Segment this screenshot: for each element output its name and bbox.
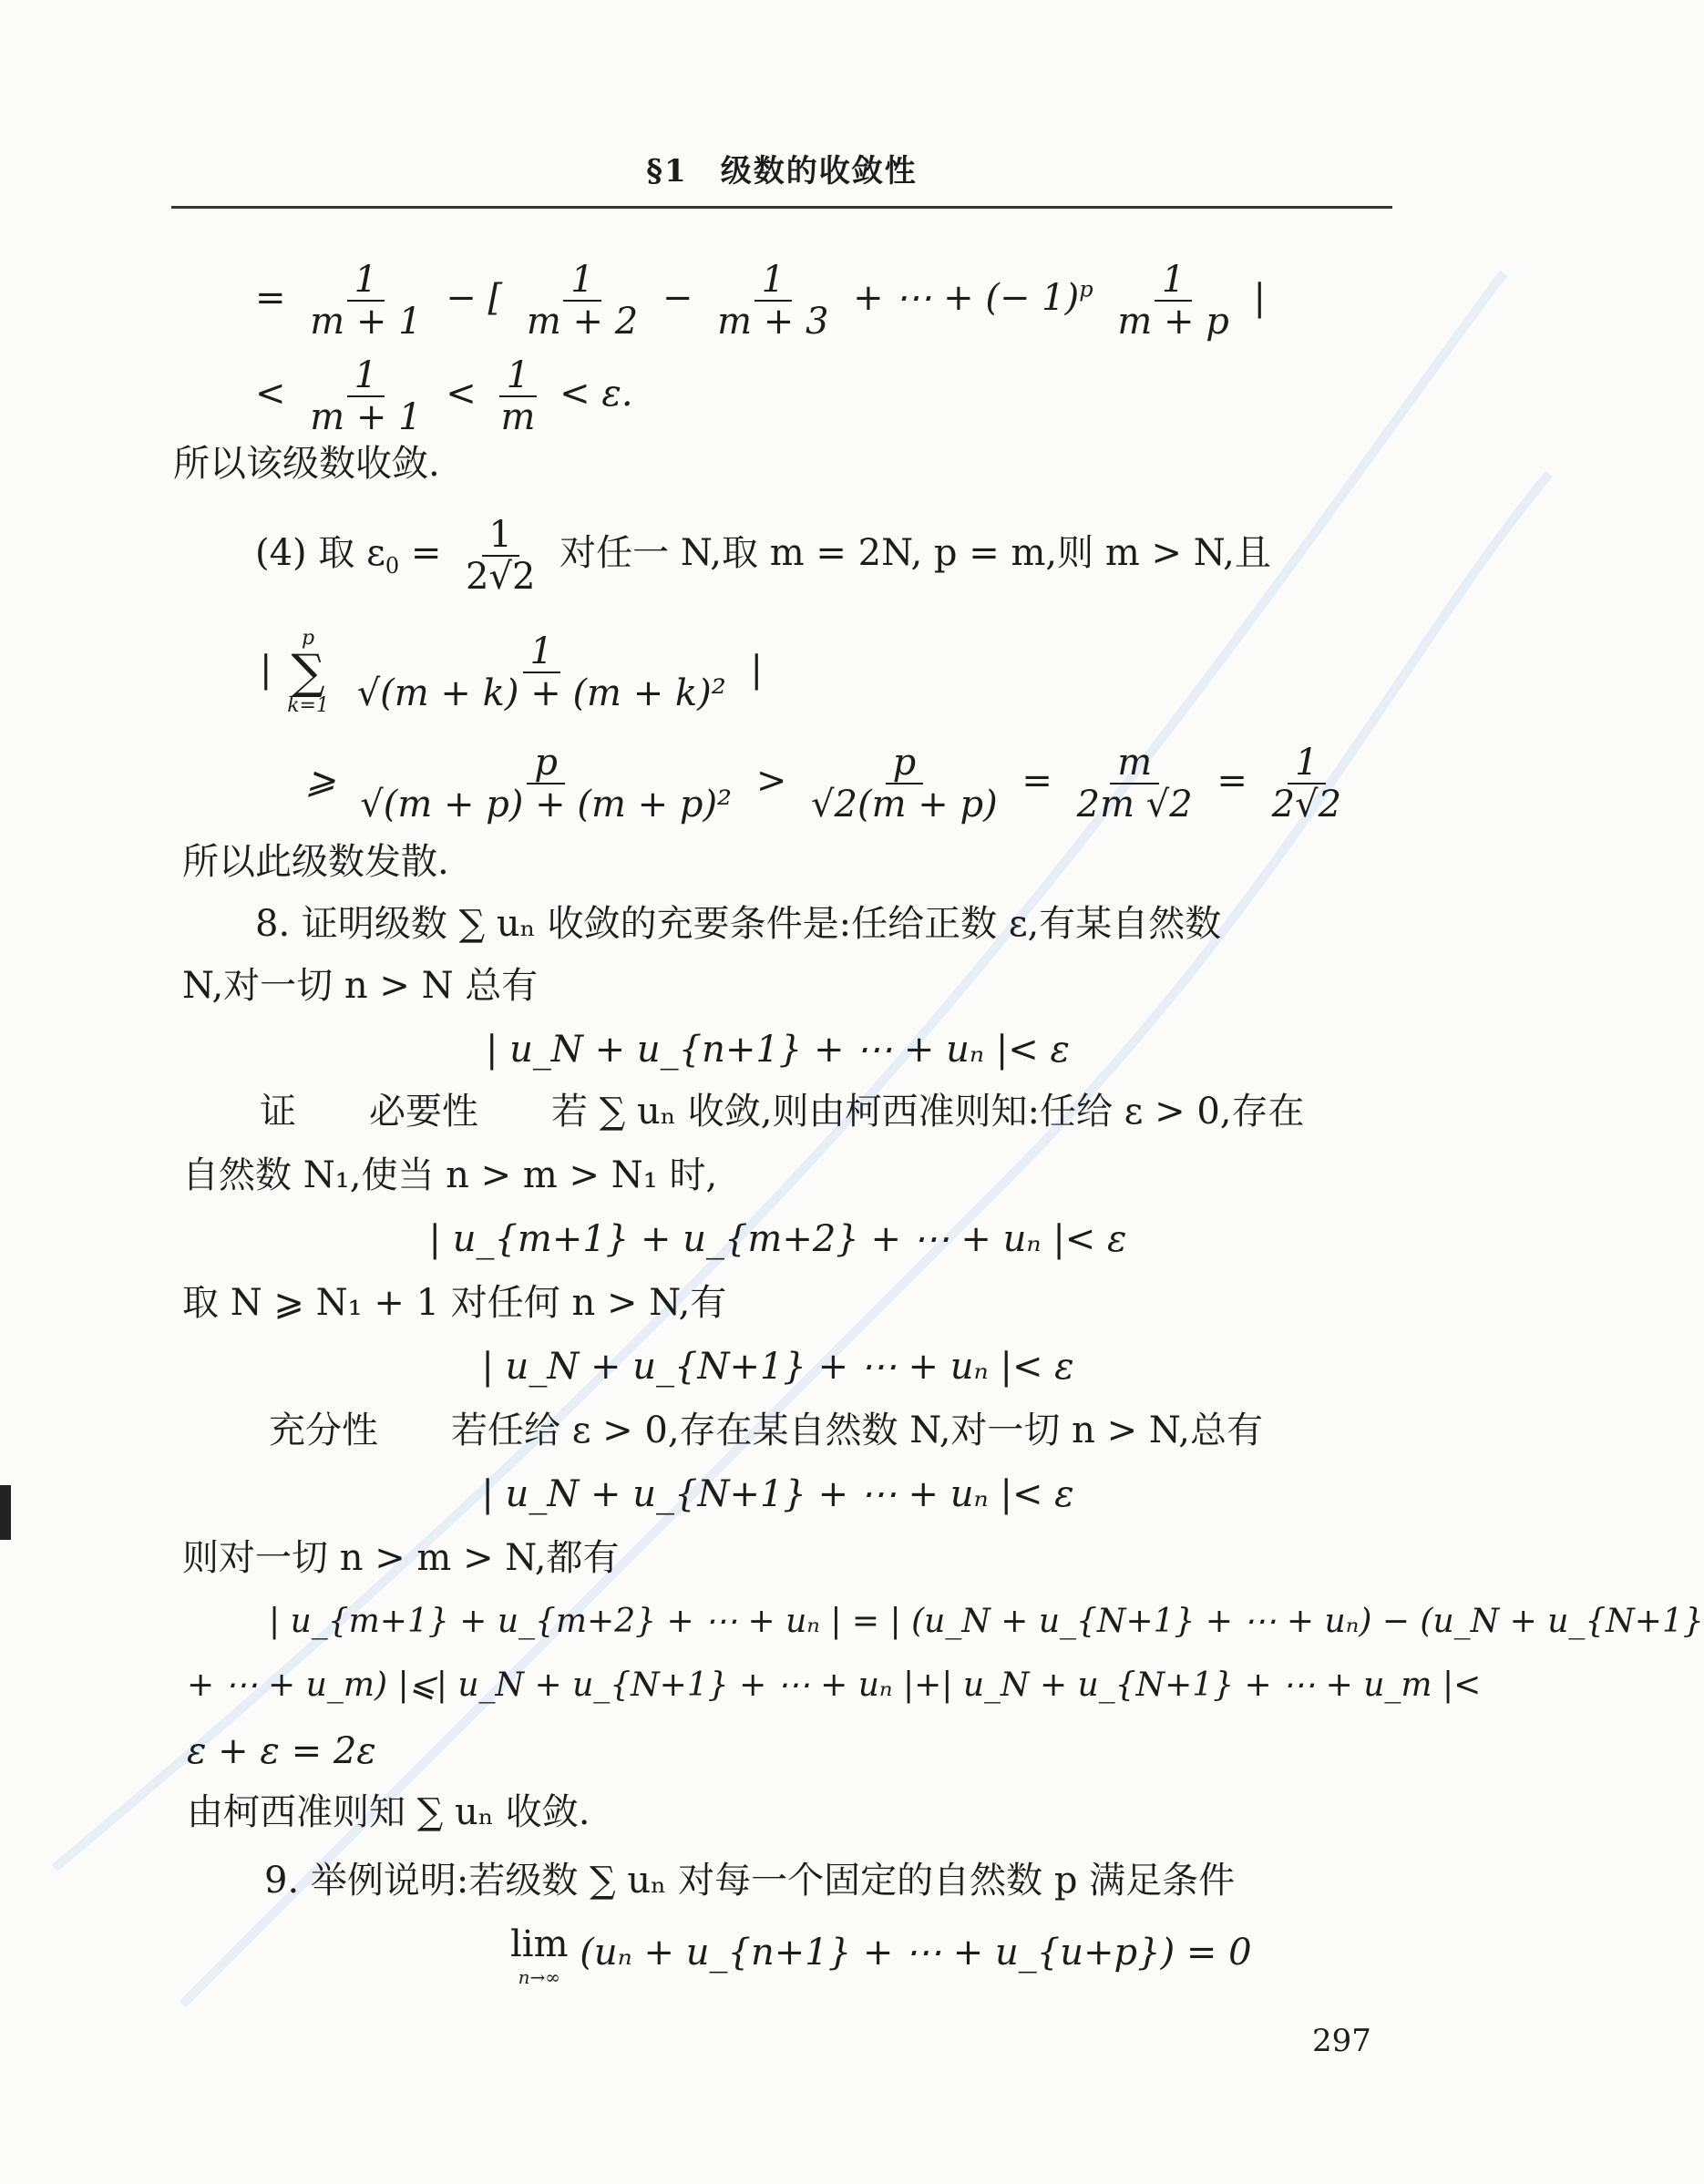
eq-symbol: − [	[446, 277, 503, 319]
eq-symbol: <	[446, 373, 477, 415]
page-number: 297	[1312, 2023, 1371, 2059]
paragraph: 8. 证明级数 ∑ uₙ 收敛的充要条件是:任给正数 ε,有某自然数	[255, 903, 1222, 945]
eq-symbol: <	[255, 373, 286, 415]
scan-edge-mark	[0, 1485, 11, 1540]
fraction: $\frac{p}{\text{√(m + p) + (m + p)²}}$	[360, 742, 733, 825]
eq-symbol: < ε.	[559, 373, 633, 415]
paragraph: 所以该级数收敛.	[173, 443, 440, 485]
equation-sum: | p ∑ k=1 $\frac{1}{\text{√(m + k) + (m + k)²}}$ |	[260, 627, 764, 717]
equation: | u_N + u_{N+1} + ⋯ + uₙ |< ε	[481, 1346, 1074, 1388]
fraction: $\frac{1}{m + 1}$	[310, 259, 422, 343]
eq-symbol: =	[255, 277, 286, 319]
fraction: $\frac{1}{2√2}$	[1271, 742, 1342, 825]
fraction: $\frac{1}{m + 1}$	[310, 354, 422, 438]
eq-symbol: −	[662, 277, 693, 319]
fraction: $\frac{1}{m}$	[500, 354, 536, 438]
fraction: $\frac{1}{m + 3}$	[717, 259, 829, 343]
paragraph: 由柯西准则知 ∑ uₙ 收敛.	[187, 1791, 590, 1833]
fraction: $\frac{p}{√2(m + p)}$	[811, 742, 998, 825]
equation: + ⋯ + u_m) |⩽| u_N + u_{N+1} + ⋯ + uₙ |+| u_N + u_{N+1} + ⋯ + u_m |<	[187, 1666, 1482, 1704]
eq-symbol: + ⋯ + (− 1)	[853, 277, 1080, 319]
fraction: $\frac{m}{2m √2}$	[1076, 742, 1193, 825]
paragraph: 取 N ⩾ N₁ + 1 对任何 n > N,有	[182, 1282, 727, 1324]
equation-inequality: ⩾ $\frac{p}{\text{√(m + p) + (m + p)²}}$ > $\frac{p}{√2(m + p)}$ = $\frac{m}{2m √2}$ = $\frac{1}{2√2}$	[305, 743, 1354, 825]
paragraph: 9. 举例说明:若级数 ∑ uₙ 对每一个固定的自然数 p 满足条件	[264, 1860, 1236, 1902]
paragraph: 证 必要性 若 ∑ uₙ 收敛,则由柯西准则知:任给 ε > 0,存在	[260, 1091, 1305, 1133]
equation: | u_N + u_{N+1} + ⋯ + uₙ |< ε	[481, 1473, 1074, 1515]
fraction: $\frac{1}{\text{√(m + k) + (m + k)²}}$	[356, 631, 726, 714]
paragraph: 所以此级数发散.	[182, 841, 449, 883]
paragraph: 则对一切 n > m > N,都有	[182, 1537, 620, 1579]
fraction: $\frac{1}{2√2}$	[466, 514, 536, 598]
equation-line-1	[255, 260, 1266, 342]
paragraph: (4) 取 $\varepsilon_0$ = $\frac{1}{2√2}$ 对任一 N,取 m = 2N, p = m,则 m > N,且	[255, 514, 1271, 598]
summation: p ∑ k=1	[287, 627, 329, 717]
limit-operator: lim n→∞	[510, 1923, 569, 1988]
running-header	[171, 146, 1392, 209]
paragraph: 自然数 N₁,使当 n > m > N₁ 时,	[182, 1154, 718, 1196]
equation-limit: lim n→∞ (uₙ + u_{n+1} + ⋯ + u_{u+p}) = 0	[510, 1923, 1252, 1988]
equation: | u_{m+1} + u_{m+2} + ⋯ + uₙ | = | (u_N + u_{N+1} + ⋯ + uₙ) − (u_N + u_{N+1}	[269, 1603, 1704, 1640]
paragraph: 充分性 若任给 ε > 0,存在某自然数 N,对一切 n > N,总有	[269, 1410, 1263, 1451]
eq-symbol: |	[1253, 277, 1267, 319]
equation-line-2	[255, 355, 633, 437]
exponent: p	[1079, 276, 1093, 302]
equation: | u_{m+1} + u_{m+2} + ⋯ + uₙ |< ε	[428, 1218, 1127, 1260]
fraction: $\frac{1}{m + 2}$	[526, 259, 639, 343]
section-title: §1 级数的收敛性	[646, 153, 918, 190]
equation: | u_N + u_{n+1} + ⋯ + uₙ |< ε	[485, 1029, 1071, 1071]
equation: ε + ε = 2ε	[187, 1730, 376, 1772]
paragraph: N,对一切 n > N 总有	[182, 965, 539, 1007]
fraction: $\frac{1}{m + p}$	[1117, 259, 1229, 343]
